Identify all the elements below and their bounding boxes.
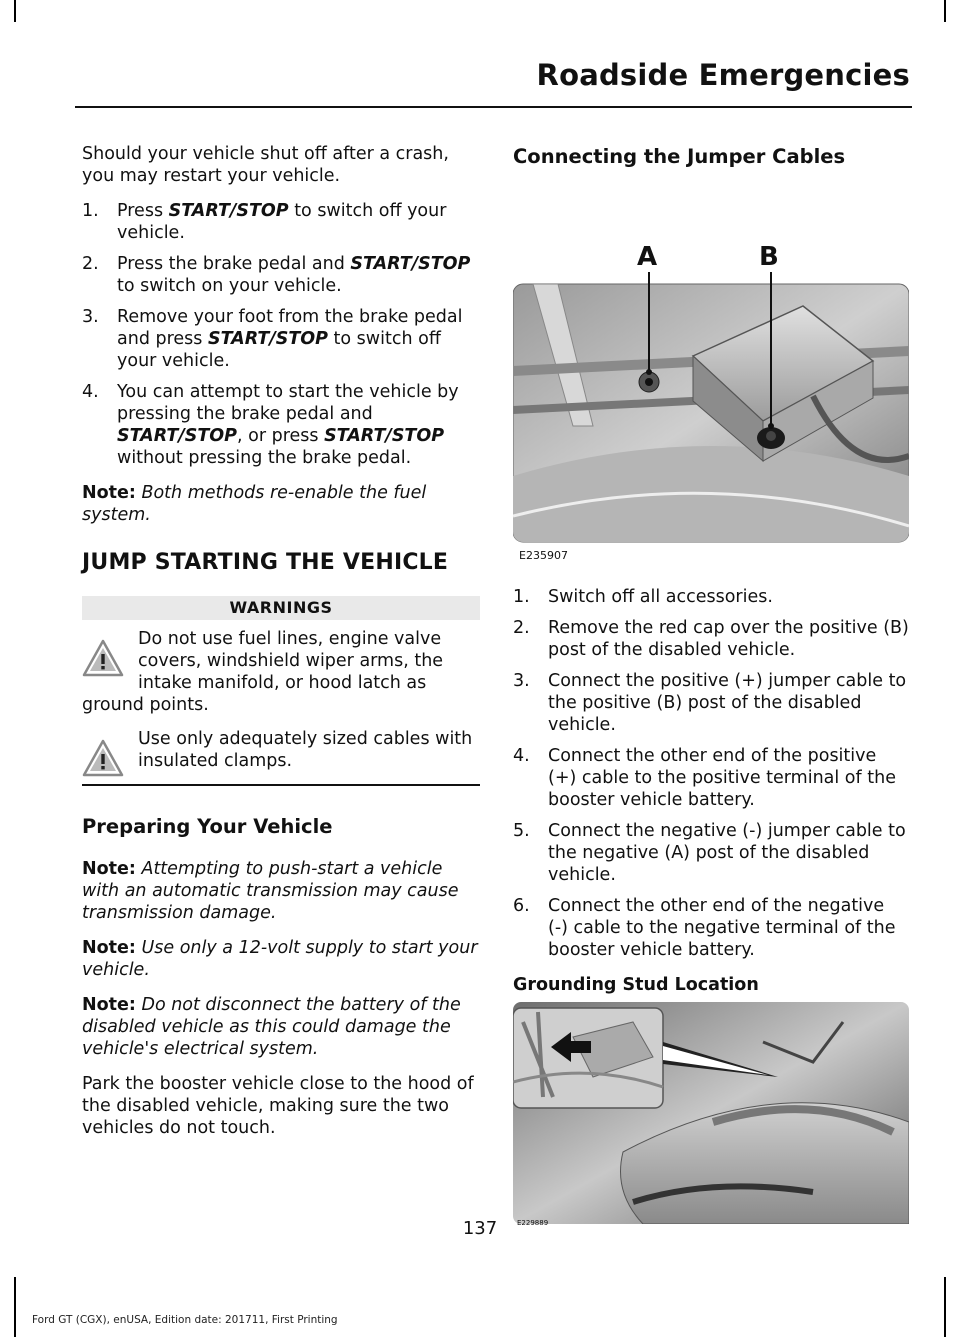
note-battery <box>82 994 480 1060</box>
note-label: Note: <box>82 859 136 879</box>
restart-steps <box>82 200 480 469</box>
step-text: , or press <box>237 426 325 446</box>
step-text: Connect the positive (+) jumper cable to the positive (B) post of the disabled vehicle. <box>548 671 907 735</box>
list-item <box>82 381 480 469</box>
step-number: 6. <box>513 896 530 916</box>
edition-info: Ford GT (CGX), enUSA, Edition date: 201711, First Printing <box>32 1314 338 1326</box>
step-text: Remove your foot from the brake pedal and press <box>117 307 463 349</box>
step-number: 4. <box>82 382 99 402</box>
keyword: START/STOP <box>117 426 237 446</box>
note-label: Note: <box>82 995 136 1015</box>
right-column <box>513 143 909 1227</box>
step-text: Switch off all accessories. <box>548 587 773 607</box>
note-fuel-system <box>82 482 480 526</box>
note-text: Use only a 12-volt supply to start your vehicle. <box>82 938 478 980</box>
step-text: without pressing the brake pedal. <box>117 448 412 468</box>
warning-text: Do not use fuel lines, engine valve covers, windshield wiper arms, the intake manifold, or hood latch as ground points. <box>82 629 444 715</box>
grounding-figure <box>513 1002 909 1227</box>
warning-2 <box>82 728 480 772</box>
engine-bay-illustration <box>513 176 909 564</box>
note-label: Note: <box>82 483 136 503</box>
list-item <box>513 745 909 811</box>
warning-text: Use only adequately sized cables with insulated clamps. <box>138 729 473 771</box>
note-push-start <box>82 858 480 924</box>
step-number: 5. <box>513 821 530 841</box>
section-title: JUMP STARTING THE VEHICLE <box>82 550 449 575</box>
list-item <box>513 820 909 886</box>
crop-mark-br-v <box>944 1277 946 1337</box>
note-label: Note: <box>82 938 136 958</box>
step-text: Connect the other end of the positive (+) cable to the positive terminal of the booster vehicle battery. <box>548 746 896 810</box>
step-text: to switch off your vehicle. <box>117 201 447 243</box>
crop-mark-tr-v <box>944 0 946 22</box>
list-item <box>82 200 480 244</box>
list-item <box>513 586 909 608</box>
crop-mark-tl-v <box>14 0 16 22</box>
step-text: Connect the negative (-) jumper cable to the negative (A) post of the disabled vehicle. <box>548 821 906 885</box>
list-item <box>513 895 909 961</box>
note-text: Both methods re-enable the fuel system. <box>82 483 427 525</box>
step-text: Press <box>117 201 169 221</box>
warning-triangle-icon <box>82 738 124 778</box>
grounding-title: Grounding Stud Location <box>513 975 759 995</box>
keyword: START/STOP <box>207 329 328 349</box>
list-item <box>82 253 480 297</box>
list-item <box>82 306 480 372</box>
keyword: START/STOP <box>350 254 471 274</box>
intro-paragraph: Should your vehicle shut off after a crash, you may restart your vehicle. <box>82 144 449 186</box>
jumper-cables-title: Connecting the Jumper Cables <box>513 145 846 168</box>
step-text: Press the brake pedal and <box>117 254 351 274</box>
subsection-title: Preparing Your Vehicle <box>82 815 333 838</box>
header-rule <box>75 106 912 108</box>
step-text: to switch on your vehicle. <box>117 276 342 296</box>
figure-code: E235907 <box>519 549 568 562</box>
callout-label-a: A <box>637 242 658 272</box>
step-text: Remove the red cap over the positive (B) post of the disabled vehicle. <box>548 618 909 660</box>
step-number: 2. <box>82 254 99 274</box>
step-number: 3. <box>513 671 530 691</box>
keyword: START/STOP <box>168 201 289 221</box>
note-12-volt <box>82 937 480 981</box>
list-item <box>513 670 909 736</box>
page-number: 137 <box>462 1218 498 1239</box>
keyword: START/STOP <box>324 426 445 446</box>
jumper-cables-figure <box>513 176 909 564</box>
note-text: Attempting to push-start a vehicle with an automatic transmission may cause transmission damage. <box>82 859 459 923</box>
warnings-rule <box>82 784 480 786</box>
list-item <box>513 617 909 661</box>
crop-mark-bl-v <box>14 1277 16 1337</box>
left-column <box>82 143 480 1152</box>
page-header-title: Roadside Emergencies <box>536 58 910 92</box>
jumper-steps <box>513 586 909 961</box>
car-front-illustration <box>513 1002 909 1224</box>
step-text: to switch off your vehicle. <box>117 329 441 371</box>
step-number: 2. <box>513 618 530 638</box>
warning-1 <box>82 628 480 716</box>
step-text: You can attempt to start the vehicle by pressing the brake pedal and <box>117 382 459 424</box>
warning-triangle-icon <box>82 638 124 678</box>
figure-code: E229889 <box>517 1219 549 1227</box>
park-paragraph: Park the booster vehicle close to the hood of the disabled vehicle, making sure the two vehicles do not touch. <box>82 1074 474 1138</box>
step-number: 1. <box>513 587 530 607</box>
step-number: 4. <box>513 746 530 766</box>
step-text: Connect the other end of the negative (-) cable to the negative terminal of the booster vehicle battery. <box>548 896 896 960</box>
note-text: Do not disconnect the battery of the disabled vehicle as this could damage the vehicle's electrical system. <box>82 995 461 1059</box>
step-number: 3. <box>82 307 99 327</box>
warnings-header: WARNINGS <box>82 596 480 620</box>
step-number: 1. <box>82 201 99 221</box>
callout-label-b: B <box>759 242 779 272</box>
